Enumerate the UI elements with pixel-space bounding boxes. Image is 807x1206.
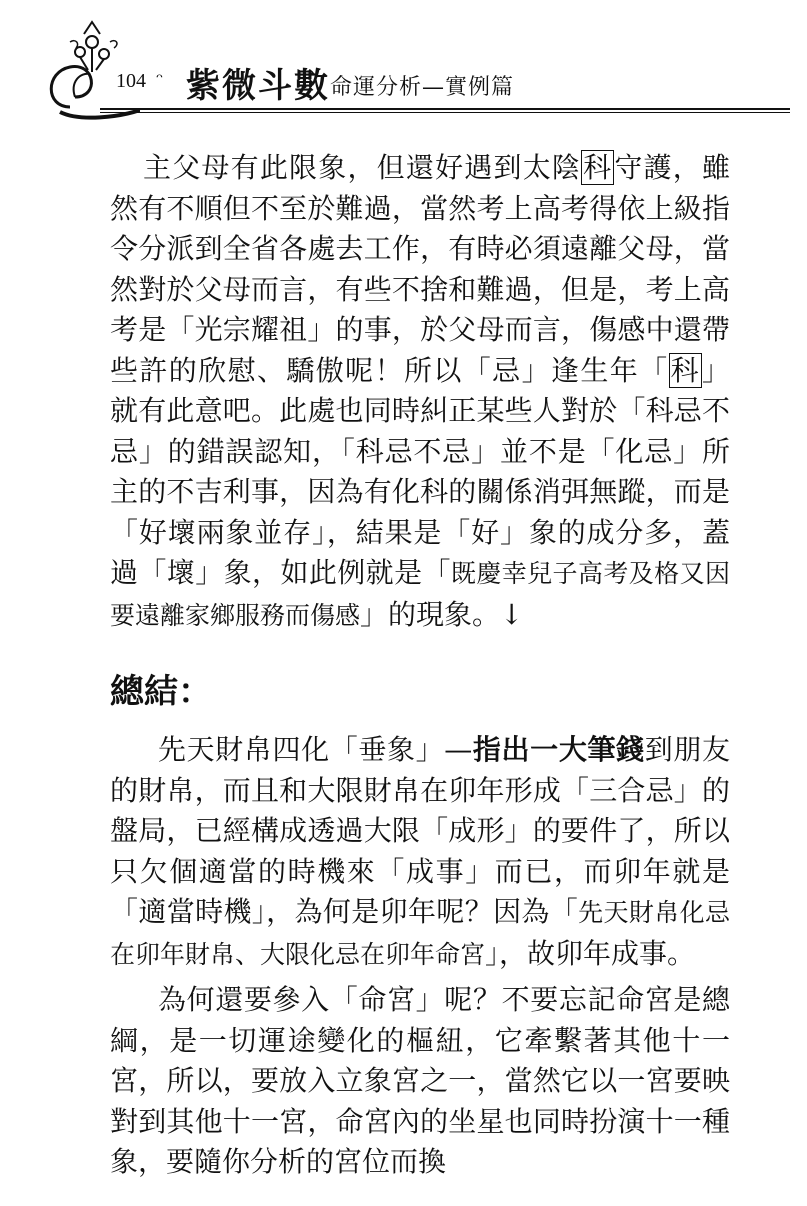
p2-quote-stylized: 先天財帛化忌在卯年財帛、大限化忌在卯年命宮 [110,898,730,969]
book-title: 紫微斗數 [186,66,330,106]
paragraph-2 [110,730,730,975]
page-number: 104 [116,70,146,92]
p2-emphasis: 指出一大筆錢 [472,733,645,766]
p2-text-a: 先天財帛四化「垂象」— [158,733,473,766]
paragraph-3: 為何還要參入「命宮」呢？不要忘記命宮是總綱，是一切運途變化的樞紐，它牽繫著其他十一宮，所以，要放入立象宮之一，當然它以一宮要映對到其他十一宮，命宮內的坐星也同時扮演十一種象，要隨你分析的宮位而換 [110,983,730,1178]
p1-text-a: 主父母有此限象，但還好遇到太陰 [143,151,582,184]
floral-ornament-icon [40,12,140,122]
boxed-ke-1: 科 [583,151,613,184]
p2-text-c: 」，故卯年成事。 [485,936,696,970]
p1-quote-stylized: 既慶幸兒子高考及格又因要遠離家鄉服務而傷感 [110,559,730,630]
paragraph-1 [110,148,730,636]
p2-text-b: 到朋友的財帛，而且和大限財帛在卯年形成「三合忌」的盤局，已經構成透過大限「成形」的要件了，所以只欠個適當的時機來「成事」而已，而卯年就是「適當時機」，為何是卯年呢？因為「 [110,733,730,928]
book-subtitle: 命運分析—實例篇 [330,75,515,100]
p1-text-d: 」的現象。↓ [360,597,524,631]
p1-text-c: 」就有此意吧。此處也同時糾正某些人對於「科忌不忌」的錯誤認知，「科忌不忌」並不是「化忌」所主的不吉利事，因為有化科的關係消弭無蹤，而是「好壞兩象並存」，結果是「好」象的成分多，蓋過「壞」象，如此例就是「 [110,353,730,589]
header-rule-thin [100,112,790,113]
header-rule [100,108,790,110]
p1-text-b: 守護，雖然有不順但不至於難過，當然考上高考得依上級指令分派到全省各處去工作，有時必須遠離父母，當然對於父母而言，有些不捨和難過，但是，考上高考是「光宗耀祖」的事，於父母而言，傷感中還帶些許的欣慰、驕傲呢！所以「忌」逢生年「 [110,151,730,387]
page-number-ornament: ᵔ [156,70,163,91]
page-header [0,0,807,140]
boxed-ke-2: 科 [670,353,700,387]
section-heading-summary: 總結： [110,672,212,712]
